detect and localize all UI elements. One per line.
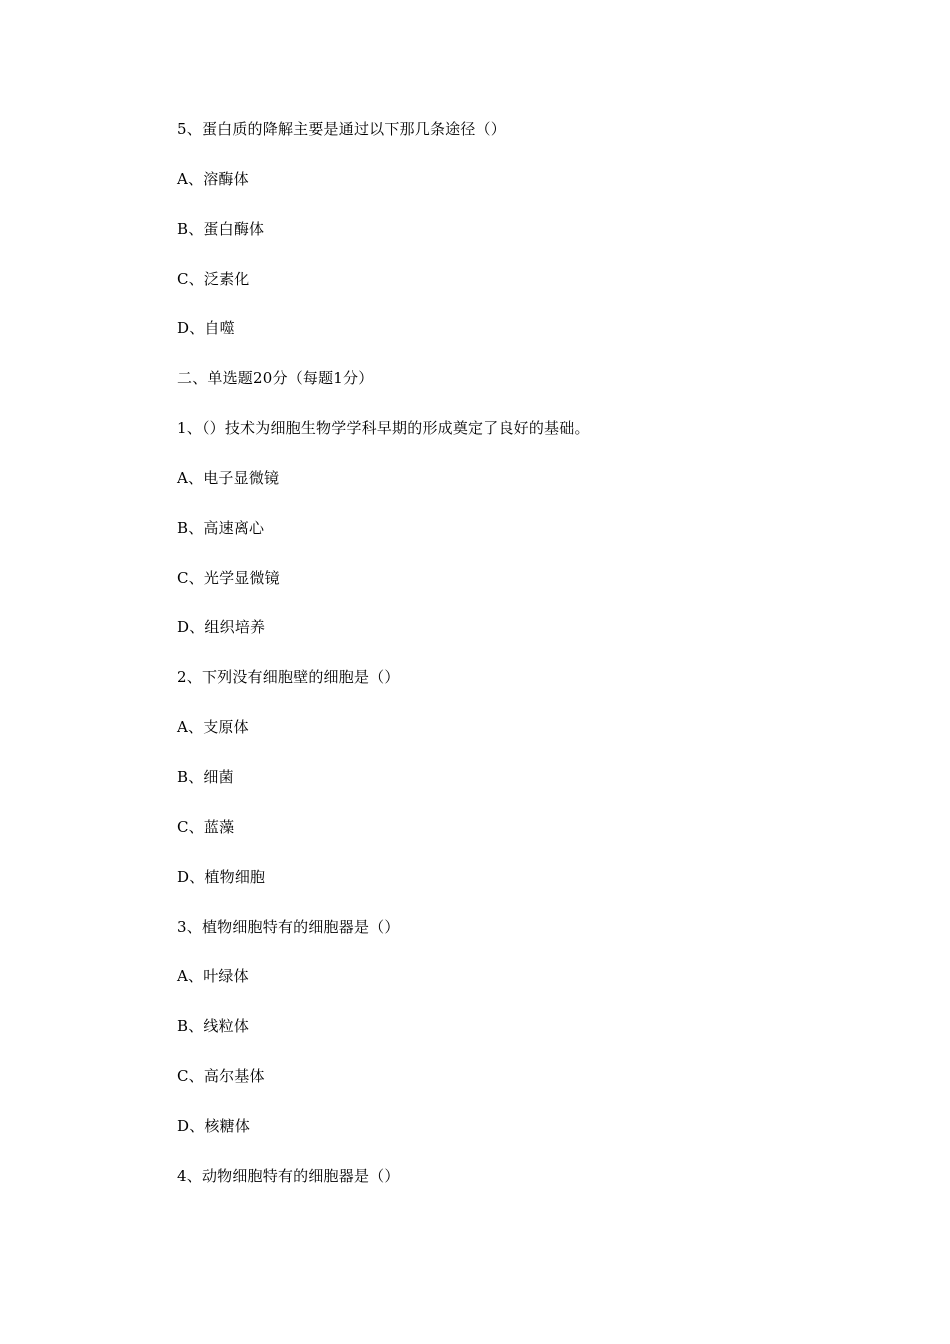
option-d: D、核糖体: [177, 1116, 251, 1135]
option-b: B、高速离心: [177, 518, 265, 537]
section-heading: 二、单选题20分（每题1分）: [177, 369, 374, 388]
option-a: A、叶绿体: [177, 967, 249, 986]
option-d: D、自噬: [177, 319, 235, 338]
option-a: A、支原体: [177, 718, 249, 737]
option-d: D、组织培养: [177, 618, 266, 637]
option-b: B、线粒体: [177, 1017, 250, 1036]
option-a: A、溶酶体: [177, 169, 249, 188]
question-4-stem: 4、动物细胞特有的细胞器是（）: [177, 1166, 400, 1185]
option-c: C、泛素化: [177, 269, 250, 288]
question-2-stem: 2、下列没有细胞壁的细胞是（）: [177, 668, 400, 687]
option-b: B、蛋白酶体: [177, 219, 265, 238]
option-b: B、细菌: [177, 767, 234, 786]
document-body: [177, 117, 877, 1214]
question-1-stem: 1、（）技术为细胞生物学学科早期的形成奠定了良好的基础。: [177, 419, 590, 438]
question-5-stem: 5、蛋白质的降解主要是通过以下那几条途径（）: [177, 120, 506, 138]
question-3-stem: 3、植物细胞特有的细胞器是（）: [177, 917, 400, 936]
option-c: C、蓝藻: [177, 817, 235, 836]
option-d: D、植物细胞: [177, 867, 266, 886]
option-c: C、光学显微镜: [177, 568, 280, 587]
option-a: A、电子显微镜: [177, 468, 280, 487]
option-c: C、高尔基体: [177, 1067, 265, 1086]
